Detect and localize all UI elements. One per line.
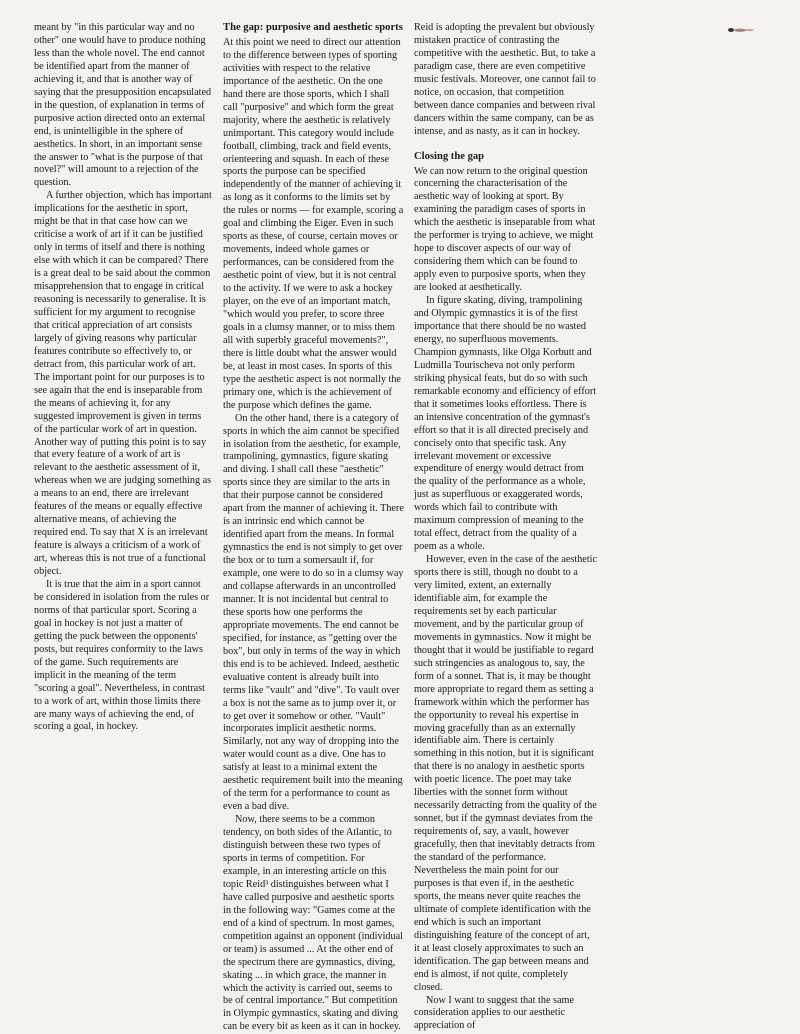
paragraph: In figure skating, diving, trampolining and Olympic gymnastics it is of the first importance that there should be no wasted energy, no superfluous movements. Champion gymnasts, like Olga Korbutt and Ludmilla Tourischeva not only perform striking physical feats, but do so with such remarkable economy and efficiency of effort that it sometimes looks effortless. There is an intensive concentration of the gymnast's effort so that it is all directed precisely and concisely onto that specific task. Any irrelevant movement or excessive expenditure of energy would detract from the quality of the performance as a whole, just as superfluous or exaggerated words, words which fail to contribute with maximum compression of meaning to the total effect, detract from the quality of a poem as a whole. <box>414 295 597 553</box>
text-column-1 <box>34 22 212 734</box>
ink-smudge-mark <box>727 27 757 33</box>
text-column-3 <box>414 22 597 1033</box>
paragraph: Now I want to suggest that the same consideration applies to our aesthetic appreciation of <box>414 994 574 1032</box>
paragraph: Now, there seems to be a common tendency, on both sides of the Atlantic, to distinguish between these two types of sports in terms of competition. For example, in an interesting article on this topic Reid³ distinguishes between what I have called purposive and aesthetic sports in the following way: "Games come at the end of a kind of spectrum. In most games, competition against an opponent (individual or team) is assumed ... At the other end of the spectrum there are gymnastics, diving, skating ... in which grace, the manner in which the activity is carried out, seems to be of central importance." But competition in Olympic gymnastics, skating and diving can be every bit as keen as it can in hockey. <box>223 814 403 1033</box>
paragraph: On the other hand, there is a category of sports in which the aim cannot be specified in isolation from the aesthetic, for example, trampolining, gymnastics, figure skating and diving. I shall call these "aesthetic" sports since they are similar to the arts in that their purpose cannot be considered apart from the manner of achieving it. There is an intrinsic end which cannot be identified apart from the means. In formal gymnastics the end is not simply to get over the box or to turn a somersault if, for example, one were to do so in a clumsy way and collapse afterwards in an uncontrolled manner. It is not incidental but central to these sports how one performs the appropriate movements. The end cannot be specified, for instance, as "getting over the box", but only in terms of the way in which this end is to be achieved. Indeed, aesthetic evaluative content is already built into terms like "vault" and "dive". To vault over a box is not the same as to jump over it, or to get over it somehow or other. "Vault" incorporates implicit aesthetic norms. Similarly, not any way of dropping into the water would count as a dive. One has to satisfy at least to a minimal extent the aesthetic requirement built into the meaning of the term for a performance to count as even a bad dive. <box>223 412 404 813</box>
paragraph: However, even in the case of the aesthetic sports there is still, though no doubt to a very limited, extent, an externally identifiable aim, for example the requirements set by each particular movement, and by the particular group of movements in gymnastics. Now it might be thought that it would be justifiable to regard such stringencies as analogous to, say, the form of a sonnet. That is, it may be thought more appropriate to regard them as setting a framework within which the performer has the opportunity to reveal his expertise in moving gracefully than as an externally identifiable aim. There is certainly something in this notion, but it is significant that there is no analogy in aesthetic sports with poetic licence. The poet may take liberties with the sonnet form without necessarily detracting from the quality of the sonnet, but if the gymnast deviates from the requirements of, say, a vault, however gracefully, then that inevitably detracts from the standard of the performance. Nevertheless the main point for our purposes is that even if, in the aesthetic sports, the means never quite reaches the ultimate of complete identification with the end which is such an important distinguishing feature of the concept of art, it at least closely approximates to such an identification. The gap between means and end is almost, if not quite, completely closed. <box>414 554 598 993</box>
section-heading: Closing the gap <box>414 150 485 162</box>
paragraph: It is true that the aim in a sport cannot be considered in isolation from the rules or norms of that particular sport. Scoring a goal in hockey is not just a matter of getting the puck between the opponents' posts, but requires conformity to the laws of the game. Such requirements are implicit in the meaning of the term "scoring a goal". Nevertheless, in contrast to a work of art, within those limits there are many ways of achieving the end, of scoring a goal, in hockey. <box>34 578 210 733</box>
text-column-2 <box>223 22 404 1034</box>
paragraph: A further objection, which has important implications for the aesthetic in sport, might be that in that case how can we criticise a work of art if it can be justified only in terms of itself and there is nothing else with which it can be compared? There is a great deal to be said about the common misapprehension that to engage in critical reasoning is necessarily to generalise. It is sufficient for my argument to recognise that critical appreciation of art consists largely of giving reasons why particular features contribute so effectively to, or detract from, this particular work of art. The important point for our purposes is to see again that the end is inseparable from the means of achieving it, for any suggested improvement is given in terms of the particular work of art in question. Another way of putting this point is to say that every feature of a work of art is relevant to the aesthetic assessment of it, whereas when we are judging something as a means to an end, there are irrelevant features of the means or equally effective alternative means, of achieving the required end. To say that X is an irrelevant feature is always a criticism of a work of art, whereas this is not true of a functional object. <box>34 190 212 578</box>
paragraph: meant by "in this particular way and no other" one would have to produce nothing less than the whole novel. The end cannot be identified apart from the manner of achieving it, and that is another way of saying that the presupposition encapsulated in the question, of explanation in terms of purposive action directed onto an external end, is unintelligible in the sphere of aesthetics. In short, in an important sense the answer to "what is the purpose of that novel?" will amount to a rejection of the question. <box>34 22 212 189</box>
paragraph: We can now return to the original question concerning the characterisation of the aesthetic way of looking at sport. By examining the paradigm cases of sports in which the aesthetic is inseparable from what the performer is trying to achieve, we might hope to discover aspects of our way of considering them which can be found to apply even to purposive sports, when they are looked at aesthetically. <box>414 165 596 294</box>
paragraph: Reid is adopting the prevalent but obviously mistaken practice of contrasting the competitive with the aesthetic. But, to take a paradigm case, there are even competitive music festivals. Moreover, one cannot fail to notice, on occasion, that competition between dance companies and between rival dancers within the same company, can be as intense, and as nasty, as it can in hockey. <box>414 22 596 137</box>
section-heading: The gap: purposive and aesthetic sports <box>223 22 403 33</box>
paragraph: At this point we need to direct our attention to the difference between types of sporting activities with respect to the relative importance of the aesthetic. On the one hand there are those sports, which I shall call "purposive" and which form the great majority, where the aesthetic is relatively unimportant. This category would include football, climbing, track and field events, orienteering and squash. In each of these sports the purpose can be specified independently of the manner of achieving it as long as it conforms to the limits set by the rules or norms — for example, scoring a goal and climbing the Eiger. Even in such sports as these, of course, certain moves or movements, indeed whole games or performances, can be considered from the aesthetic point of view, but it is not central to the activity. If we were to ask a hockey player, on the eve of an important match, "which would you prefer, to score three goals in a clumsy manner, or to miss them all with superbly graceful movements?", there is little doubt what the answer would be, at least in most cases. In sports of this type the aesthetic aspect is not normally the primary one, which is the achievement of the purpose which defines the game. <box>223 36 404 411</box>
